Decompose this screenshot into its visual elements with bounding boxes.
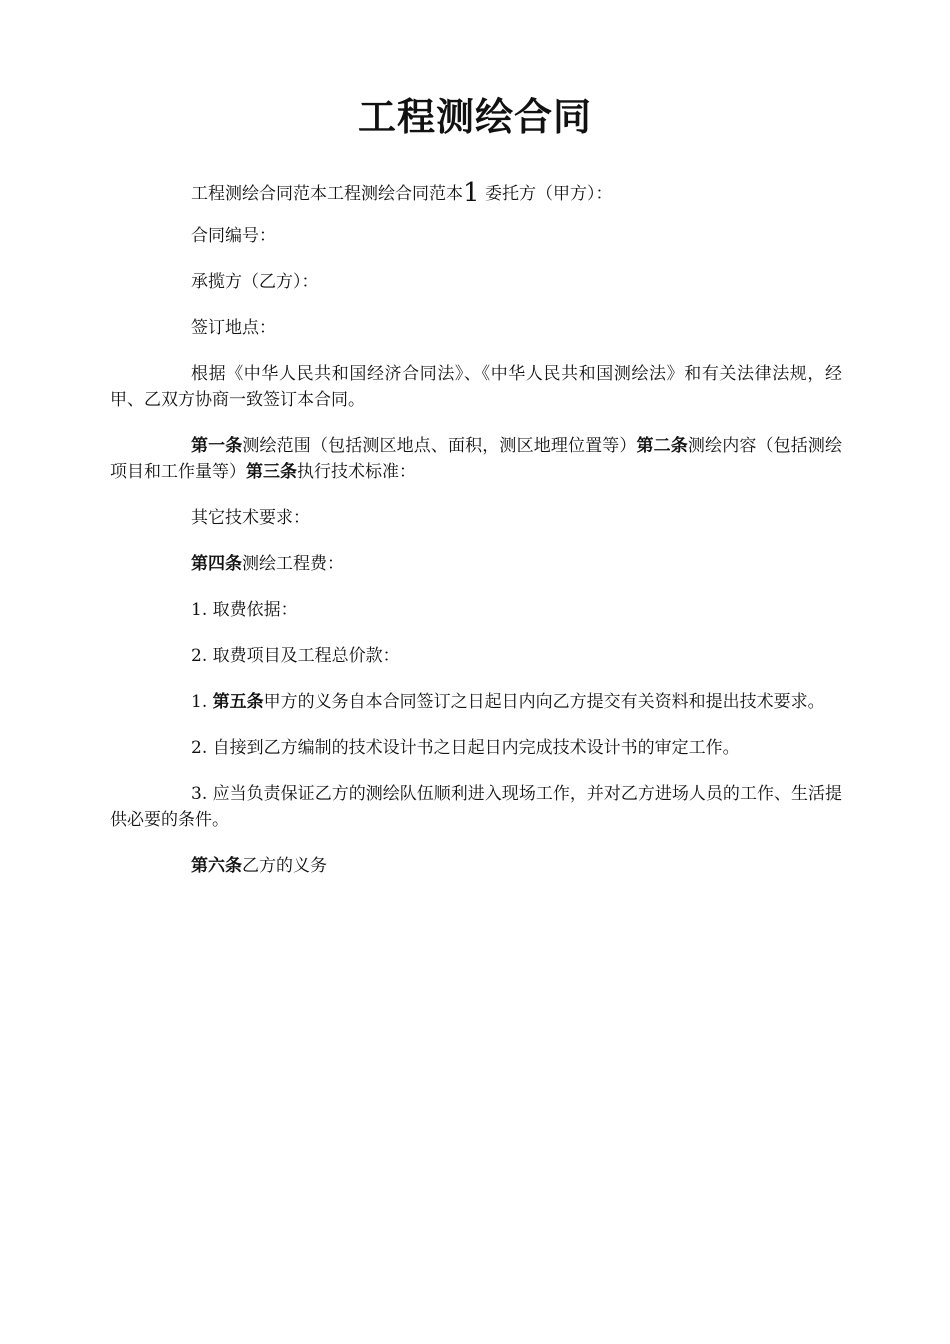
article-text: 执行技术标准： xyxy=(297,462,416,482)
paragraph-design-review: 2. 自接到乙方编制的技术设计书之日起日内完成技术设计书的审定工作。 xyxy=(191,738,740,758)
paragraph-legal-basis: 根据《中华人民共和国经济合同法》、《中华人民共和国测绘法》和有关法律法规，经甲、乙双方协商一致签订本合同。 xyxy=(110,364,842,410)
paragraph-articles-1-3 xyxy=(110,433,842,485)
article-text: 乙方的义务 xyxy=(242,856,327,876)
template-number: 1 xyxy=(463,178,480,208)
paragraph-text: 工程测绘合同范本工程测绘合同范本 xyxy=(191,184,463,204)
paragraph-other-requirements: 其它技术要求： xyxy=(191,508,310,528)
article-text: 测绘工程费： xyxy=(242,554,344,574)
article-text: 测绘范围（包括测区地点、面积，测区地理位置等） xyxy=(242,436,637,456)
paragraph-fee-basis: 1. 取费依据： xyxy=(191,600,298,620)
article-label: 第一条 xyxy=(191,436,243,456)
paragraph-text: 委托方（甲方）： xyxy=(484,184,613,204)
article-label: 第五条 xyxy=(212,692,264,712)
article-text: 测绘内容（包括测绘项目和工作量等） xyxy=(110,436,843,482)
list-number: 1. xyxy=(191,692,213,712)
paragraph-signing-place: 签订地点： xyxy=(191,318,276,338)
paragraph-article-5 xyxy=(110,689,842,715)
article-label: 第四条 xyxy=(191,554,242,574)
document-title: 工程测绘合同 xyxy=(357,95,592,139)
paragraph-contractor: 承揽方（乙方）： xyxy=(191,272,319,292)
paragraph-article-6 xyxy=(110,853,842,879)
paragraph-article-4 xyxy=(110,551,842,577)
article-text: 甲方的义务自本合同签订之日起日内向乙方提交有关资料和提出技术要求。 xyxy=(263,692,825,712)
article-label: 第六条 xyxy=(191,856,242,876)
document-body xyxy=(110,180,842,899)
paragraph-fee-items: 2. 取费项目及工程总价款： xyxy=(191,646,400,666)
paragraph-site-access: 3. 应当负责保证乙方的测绘队伍顺利进入现场工作，并对乙方进场人员的工作、生活提供必要的条件。 xyxy=(110,784,842,830)
paragraph-contract-number: 合同编号： xyxy=(191,226,276,246)
article-label: 第二条 xyxy=(636,436,688,456)
article-label: 第三条 xyxy=(246,462,297,482)
paragraph-client xyxy=(110,180,842,207)
